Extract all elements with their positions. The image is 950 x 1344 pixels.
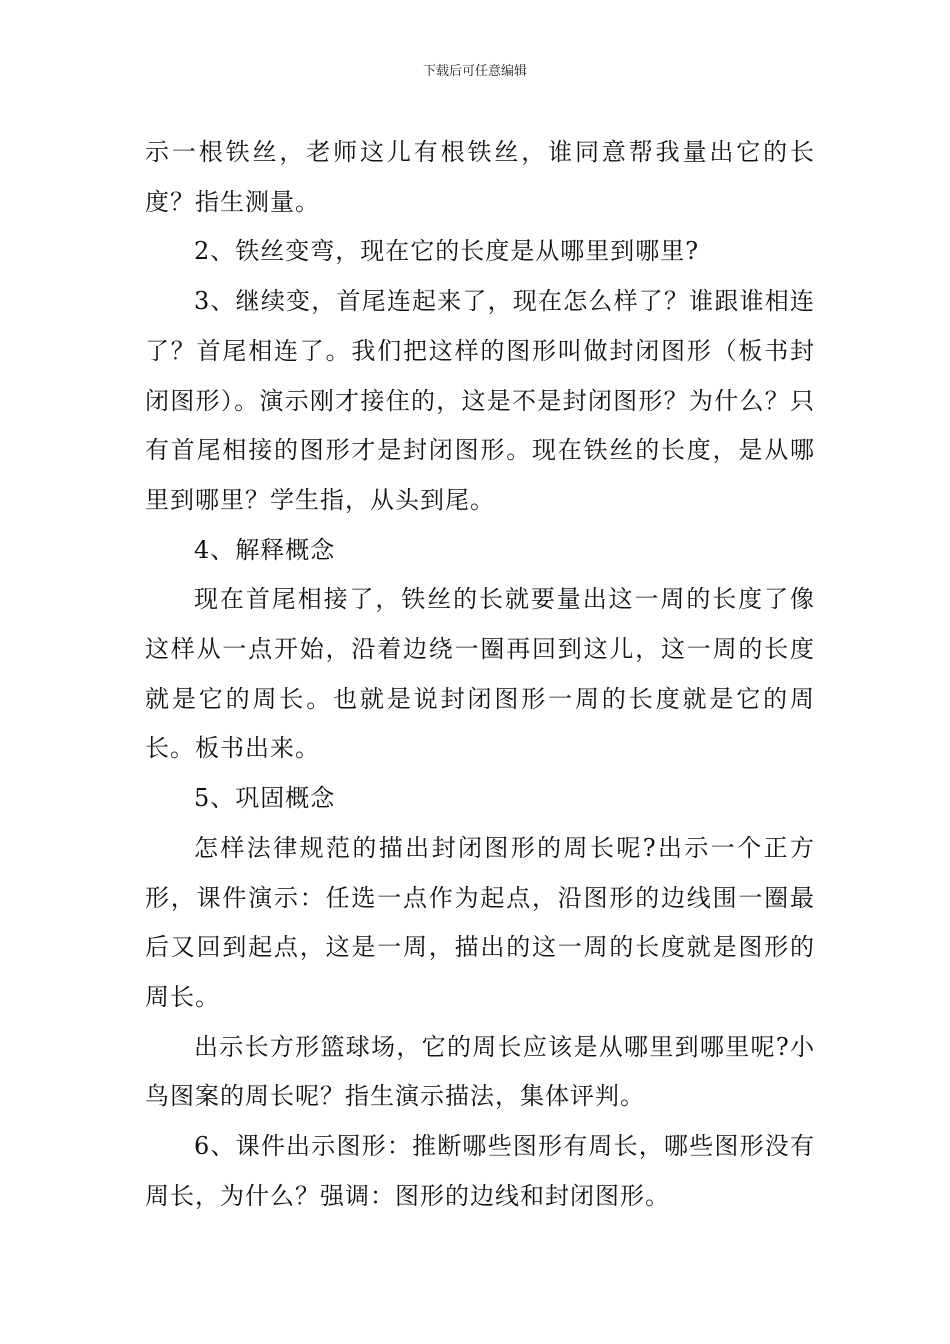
document-body (145, 128, 815, 1221)
paragraph-step-3: 3、继续变，首尾连起来了，现在怎么样了？谁跟谁相连了？首尾相连了。我们把这样的图形叫做封闭图形（板书封闭图形）。演示刚才接住的，这是不是封闭图形？为什么？只有首尾相接的图形才是封闭图形。现在铁丝的长度，是从哪里到哪里？学生指，从头到尾。 (145, 287, 815, 514)
paragraph-concept-explanation: 现在首尾相接了，铁丝的长就要量出这一周的长度了像这样从一点开始，沿着边绕一圈再回到这儿，这一周的长度就是它的周长。也就是说封闭图形一周的长度就是它的周长。板书出来。 (145, 585, 815, 763)
paragraph-square-demo: 怎样法律规范的描出封闭图形的周长呢?出示一个正方形，课件演示：任选一点作为起点，沿图形的边线围一圈最后又回到起点，这是一周，描出的这一周的长度就是图形的周长。 (145, 833, 815, 1011)
paragraph-step-5-heading: 5、巩固概念 (194, 784, 336, 813)
paragraph-basketball-court: 出示长方形篮球场，它的周长应该是从哪里到哪里呢?小鸟图案的周长呢？指生演示描法，集体评判。 (145, 1032, 815, 1111)
paragraph-step-4-heading: 4、解释概念 (194, 535, 336, 564)
paragraph-step-6: 6、课件出示图形：推断哪些图形有周长，哪些图形没有周长，为什么？强调：图形的边线和封闭图形。 (145, 1132, 815, 1210)
paragraph-step-2: 2、铁丝变弯，现在它的长度是从哪里到哪里? (194, 237, 700, 266)
paragraph-continuation: 示一根铁丝，老师这儿有根铁丝，谁同意帮我量出它的长度？指生测量。 (145, 138, 815, 216)
page-header-note: 下载后可任意编辑 (422, 64, 527, 79)
